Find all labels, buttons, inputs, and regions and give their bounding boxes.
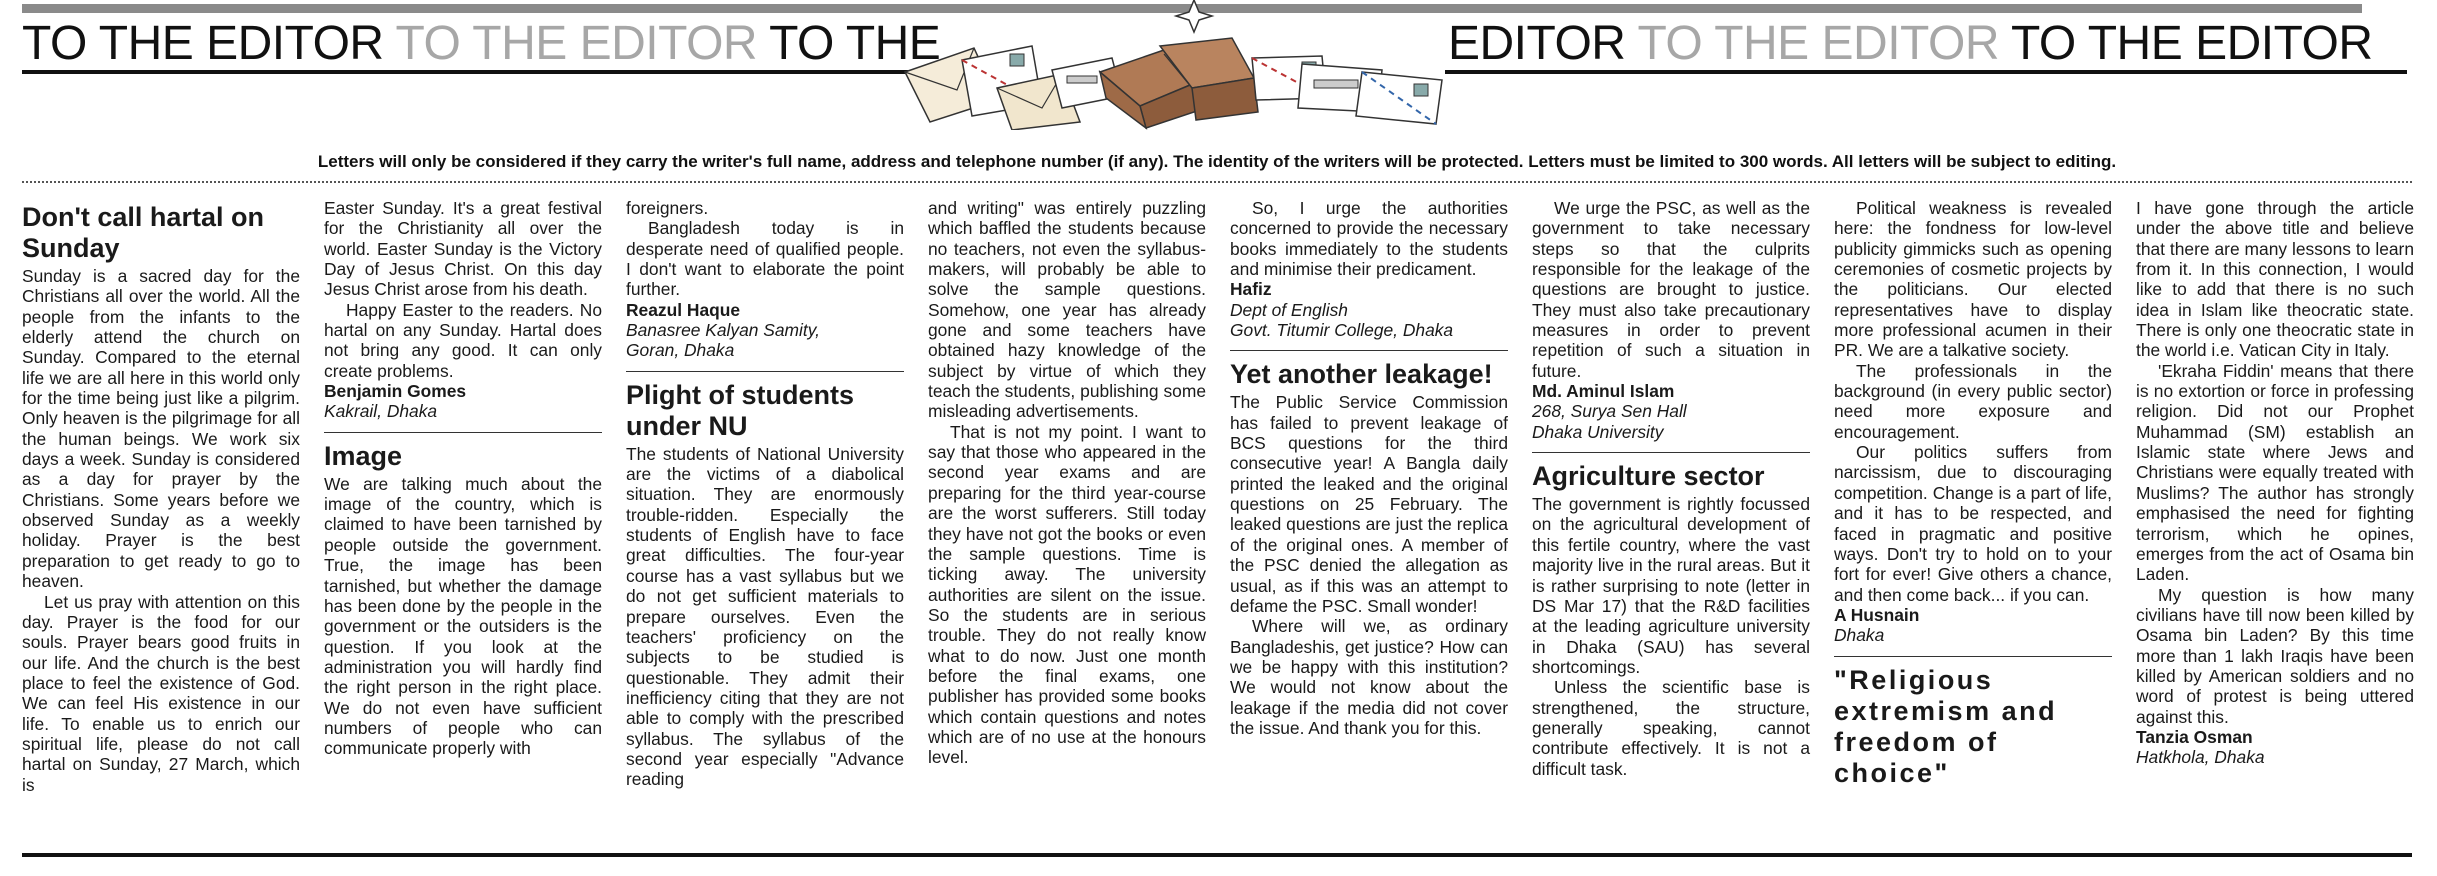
letter-divider — [626, 371, 904, 372]
masthead-word: TO THE — [769, 17, 941, 70]
letter-address: Banasree Kalyan Samity, — [626, 320, 820, 341]
masthead-word: TO THE EDITOR — [1637, 17, 1999, 70]
column-8 — [2136, 198, 2414, 768]
column-7 — [1834, 198, 2112, 791]
envelopes-illustration — [902, 0, 1457, 130]
letter-paragraph: Happy Easter to the readers. No hartal on any Sunday. Hartal does not bring any good. It can only create problems. — [324, 299, 602, 381]
envelope-icon — [1356, 72, 1442, 124]
letter-paragraph: That is not my point. I want to say that those who appeared in the second year exams and are preparing for the third year-course are the worst sufferers. Still today they have not got the books or even the sample questions. Time is ticking away. The university authorities are silent on the issue. So the students are in serious trouble. They do not really know what to do now. Just one month before the final exams, one publisher has provided some books which contain questions and notes which are of no use at the honours level. — [928, 421, 1206, 768]
letter-author: Benjamin Gomes — [324, 381, 467, 402]
letter-author: Reazul Haque — [626, 299, 741, 320]
letter-paragraph: The Public Service Commission has failed to prevent leakage of BCS questions for the third consecutive year! A Bangla daily printed the leaked and the original questions on 25 February. The leaked questions are just the replica of the original ones. A member of the PSC denied the allegation as usual, as if this was an attempt to defame the PSC. Small wonder! — [1230, 392, 1508, 616]
masthead-right — [1448, 18, 2373, 70]
letter-title: "Religious extremism and freedom of choice" — [1834, 664, 2058, 788]
letter-address: Govt. Titumir College, Dhaka — [1230, 320, 1454, 341]
letter-title: Agriculture sector — [1532, 461, 1765, 492]
masthead-underline-left — [22, 70, 960, 74]
letter-address: Goran, Dhaka — [626, 340, 735, 361]
letter-paragraph: We urge the PSC, as well as the government to take necessary steps so that the culprits responsible for the leakage of the questions are brought to justice. They must also take precautionary measures in order to prevent repetition of such a situation in future. — [1532, 198, 1810, 381]
masthead-word: TO THE EDITOR — [22, 17, 384, 70]
sparkle-icon — [1176, 0, 1212, 32]
letter-paragraph: So, I urge the authorities concerned to provide the necessary books immediately to the students and minimise their predicament. — [1230, 198, 1508, 280]
bottom-rule — [22, 853, 2412, 857]
letter-author: Tanzia Osman — [2136, 726, 2253, 747]
letter-paragraph: The professionals in the background (in every public sector) need more exposure and encouragement. — [1834, 360, 2112, 442]
letter-address: Kakrail, Dhaka — [324, 401, 438, 422]
masthead-word: TO THE EDITOR — [2010, 17, 2373, 70]
letter-paragraph: Bangladesh today is in desperate need of qualified people. I don't want to elaborate the point further. — [626, 218, 904, 300]
letter-address: Hatkhola, Dhaka — [2136, 747, 2265, 768]
letter-divider — [1532, 452, 1810, 453]
letter-address: 268, Surya Sen Hall — [1532, 401, 1687, 422]
column-4 — [928, 198, 1206, 768]
letter-paragraph: Our politics suffers from narcissism, due to discouraging competition. Change is a part of life, and it has to be respected, and faced in pragmatic and positive ways. Don't try to hold on to your fort for ever! Give others a chance, and then come back... if you can. — [1834, 442, 2112, 605]
column-1 — [22, 198, 300, 795]
letter-author: Hafiz — [1230, 279, 1272, 300]
letter-paragraph: Sunday is a sacred day for the Christians all over the world. All the people from the infants to the elderly attend the church on Sunday. Compared to the eternal life we are all here in this world only for the time being just like a pilgrim. Only heaven is the pilgrimage for all the human beings. We work six days a week. Sunday is considered as a day for prayer by the Christians. Some years before we observed Sunday as a weekly holiday. Prayer is the best preparation to get ready to go to heaven. — [22, 266, 300, 592]
letter-paragraph: We are talking much about the image of the country, which is claimed to have been tarnished by people outside the government. True, the image has been tarnished, but whether the damage has been done by the people in the government or the outsiders is the question. If you look at the administration you will hardly find the right person in the right place. We do not even have sufficient numbers of people who can communicate properly with — [324, 473, 602, 759]
letter-paragraph: Easter Sunday. It's a great festival for the Christianity all over the world. Easter Sunday is the Victory Day of Jesus Christ. On this day Jesus Christ arose from his death. — [324, 198, 602, 300]
letter-address: Dhaka University — [1532, 421, 1664, 442]
letter-paragraph: 'Ekraha Fiddin' means that there is no extortion or force in professing religion. Did not our Prophet Muhammad (SM) establish an Islamic state where Jews and Christians were equally treated with Muslims? The author has strongly emphasised the need for fighting terrorism, which he opines, emerges from the act of Osama bin Laden. — [2136, 360, 2414, 585]
letter-divider — [1834, 656, 2112, 657]
column-5 — [1230, 198, 1508, 738]
letter-paragraph: and writing" was entirely puzzling which baffled the students because no teachers, not even the syllabus-makers, will probably be able to solve the sample questions. Somehow, one year has already gone and some teachers have obtained hazy knowledge of the subject by virtue of which they teach the students, publishing some misleading advertisements. — [928, 198, 1206, 422]
letter-divider — [324, 432, 602, 433]
letter-paragraph: Political weakness is revealed here: the fondness for low-level publicity gimmicks such as opening ceremonies of cosmetic projects by the politicians. Our elected representatives have to display more professional acumen in their PR. We are a talkative society. — [1834, 198, 2112, 361]
letter-address: Dhaka — [1834, 625, 1885, 646]
letter-author: A Husnain — [1834, 604, 1920, 625]
masthead-underline-right — [1445, 70, 2407, 74]
letter-paragraph: I have gone through the article under the above title and believe that there are many lessons to learn from it. In this connection, I would like to add that there is no such idea in Islam like theocratic state. There is only one theocratic state in the world i.e. Vatican City in Italy. — [2136, 198, 2414, 361]
letter-paragraph: Where will we, as ordinary Bangladeshis, get justice? How can we be happy with this institution? We would not know about the leakage if the media did not cover the issue. And thank you for this. — [1230, 616, 1508, 738]
column-3 — [626, 198, 904, 790]
letter-title: Plight of students under NU — [626, 379, 854, 441]
letter-title: Yet another leakage! — [1230, 359, 1493, 390]
masthead-word: TO THE EDITOR — [395, 17, 758, 70]
letter-paragraph: My question is how many civilians have till now been killed by Osama bin Laden? By this time more than 1 lakh Iraqis have been killed by American soldiers and no word of protest is being uttered against this. — [2136, 584, 2414, 727]
letter-paragraph: Let us pray with attention on this day. Prayer is the food for our souls. Prayer bears good fruits in our life. And the church is the best place to feel the existence of God. We can feel His existence in our life. To enable us to enrich our spiritual life, please do not call hartal on Sunday, 27 March, which is — [22, 591, 300, 795]
letter-paragraph: The government is rightly focussed on the agricultural development of this fertile country, where the vast majority live in the rural areas. But it is rather surprising to note (letter in DS Mar 17) that the R&D facilities at the leading agriculture university in Dhaka (SAU) has several shortcomings. — [1532, 494, 1810, 677]
letter-divider — [1230, 350, 1508, 351]
letter-paragraph: foreigners. — [626, 198, 709, 218]
letter-title: Don't call hartal on Sunday — [22, 202, 264, 263]
masthead-left — [22, 18, 940, 70]
dotted-divider — [22, 181, 2412, 183]
letter-address: Dept of English — [1230, 299, 1348, 320]
column-6 — [1532, 198, 1810, 779]
submission-notice: Letters will only be considered if they carry the writer's full name, address and telephone number (if any). The identity of the writers will be protected. Letters must be limited to 300 words. All letters will be subject to editing. — [317, 152, 2117, 171]
letter-title: Image — [324, 440, 403, 471]
letter-paragraph: Unless the scientific base is strengthened, the structure, generally speaking, cannot contribute effectively. It is not a difficult task. — [1532, 677, 1810, 779]
column-2 — [324, 198, 602, 759]
letter-author: Md. Aminul Islam — [1532, 381, 1675, 402]
letter-paragraph: The students of National University are the victims of a diabolical situation. They are enormously trouble-ridden. Especially the students of English have to face great difficulties. The four-year course has a vast syllabus but we do not get sufficient materials to prepare ourselves. Even the teachers' proficiency on the subjects to be studied is questionable. They admit their inefficiency citing that they are not able to comply with the prescribed syllabus. The syllabus of the second year especially "Advance reading — [626, 443, 904, 790]
masthead-word: EDITOR — [1448, 17, 1626, 70]
